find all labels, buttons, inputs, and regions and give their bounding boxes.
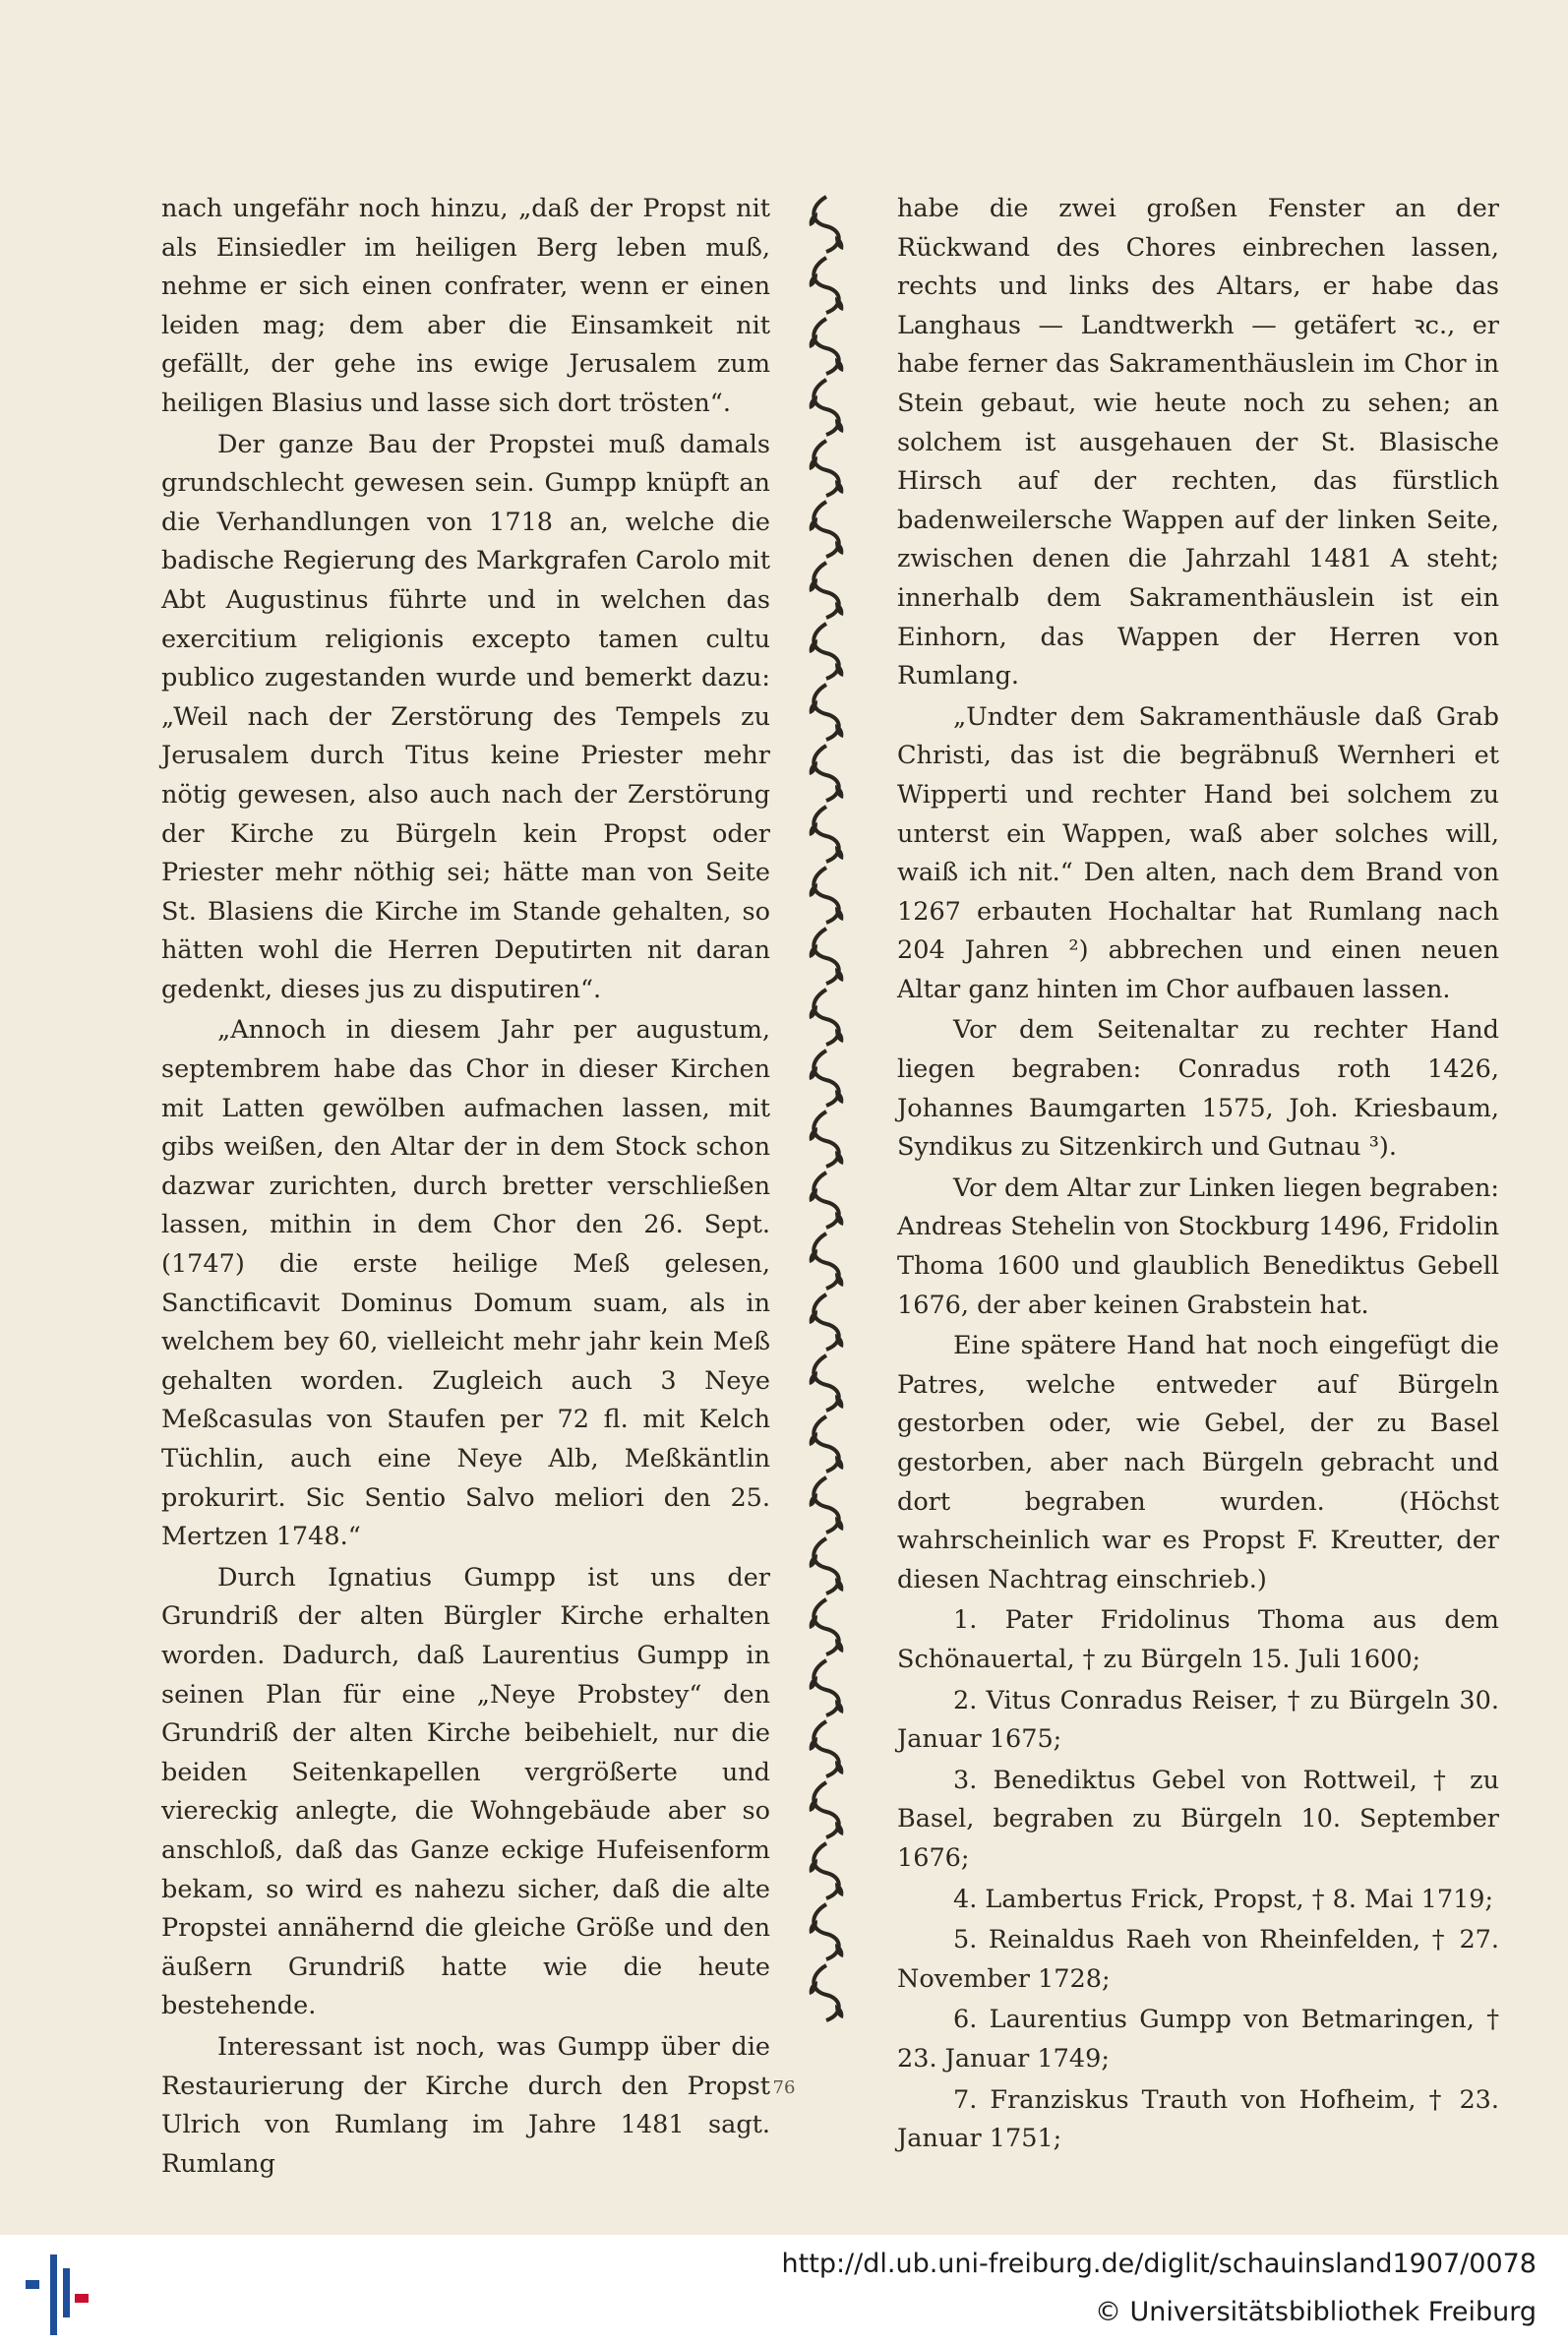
list-item: 5. Reinaldus Raeh von Rheinfelden, † 27. November 1728; [897, 1925, 1499, 1994]
ornament-motif [810, 1599, 844, 1654]
footer-copyright: © Universitätsbibliothek Freiburg [1094, 2297, 1537, 2327]
ornament-motif [810, 685, 844, 740]
ornament-motif [810, 380, 844, 435]
paragraph: nach ungefähr noch hinzu, „daß der Propst nit als Einsiedler im heiligen Berg leben muß, nehme er sich einen confrater, wenn er einen leiden mag; dem aber die Einsamkeit nit gefällt, der gehe ins ewige Jerusalem zum heiligen Blasius und lasse sich dort trösten“. [161, 194, 770, 418]
paragraph: „Undter dem Sakramenthäusle daß Grab Christi, das ist die begräbnuß Wernheri et Wipperti und rechter Hand bei solchem zu unterst ein Wappen, waß aber solches will, waiß ich nit.“ Den alten, nach dem Brand von 1267 erbauten Hochaltar hat Rumlang nach 204 Jahren ²) abbrechen und einen neuen Altar ganz hinten im Chor aufbauen lassen. [897, 701, 1499, 1004]
ornament-motif [810, 1051, 844, 1106]
ornament-motif [810, 1843, 844, 1898]
list-item: 3. Benediktus Gebel von Rottweil, † zu Basel, begraben zu Bürgeln 10. September 1676; [897, 1765, 1499, 1873]
ornament-motif [810, 1355, 844, 1411]
paragraph: Der ganze Bau der Propstei muß damals grundschlecht gewesen sein. Gumpp knüpft an die Verhandlungen von 1718 an, welche die badische Regierung des Markgrafen Carolo mit Abt Augustinus führte und in welchen das exercitium religionis excepto tamen cultu publico zugestanden wurde und bemerkt dazu: „Weil nach der Zerstörung des Tempels zu Jerusalem durch Titus keine Priester mehr nötig gewesen, also auch nach der Zerstörung der Kirche zu Bürgeln kein Propst oder Priester mehr nöthig sei; hätte man von Seite St. Blasiens die Kirche im Stande gehalten, so hätten wohl die Herren Deputirten nit daran gedenkt, dieses jus zu disputiren“. [161, 429, 770, 1004]
paragraph: Interessant ist noch, was Gumpp über die Restaurierung der Kirche durch den Propst Ulrich von Rumlang im Jahre 1481 sagt. Rumlang [161, 2031, 770, 2179]
list-item: 1. Pater Fridolinus Thoma aus dem Schönauertal, † zu Bürgeln 15. Juli 1600; [897, 1605, 1499, 1674]
left-text-column [161, 190, 770, 2184]
footer-url-link[interactable]: http://dl.ub.uni-freiburg.de/diglit/schauinsland1907/0078 [781, 2249, 1537, 2279]
ub-freiburg-logo-icon [18, 2247, 96, 2337]
paragraph: Durch Ignatius Gumpp ist uns der Grundriß der alten Bürgler Kirche erhalten worden. Dadurch, daß Laurentius Gumpp in seinen Plan für eine „Neye Probstey“ den Grundriß der alten Kirche beibehielt, nur die beiden Seitenkapellen vergrößerte und viereckig anlegte, die Wohngebäude aber so anschloß, daß das Ganze eckige Hufeisenform bekam, so wird es nahezu sicher, daß die alte Propstei annähernd die gleiche Größe und den äußern Grundriß hatte wie die heute bestehende. [161, 1562, 770, 2021]
ornament-motif [810, 868, 844, 923]
ornament-motif [810, 502, 844, 557]
ornament-motif [810, 807, 844, 862]
paragraph: Vor dem Altar zur Linken liegen begraben: Andreas Stehelin von Stockburg 1496, Fridolin Thoma 1600 und glaublich Benediktus Gebell 1676, der aber keinen Grabstein hat. [897, 1172, 1499, 1320]
footer-bar [0, 2235, 1568, 2345]
ornament-motif [810, 1660, 844, 1715]
ornament-motif [810, 1538, 844, 1593]
list-item: 2. Vitus Conradus Reiser, † zu Bürgeln 30. Januar 1675; [897, 1685, 1499, 1755]
ornament-motif [810, 1233, 844, 1289]
ornament-motif [810, 197, 844, 252]
ornament-motif [810, 1416, 844, 1472]
ornament-motif [810, 1477, 844, 1533]
paragraph: Eine spätere Hand hat noch eingefügt die Patres, welche entweder auf Bürgeln gestorben oder, wie Gebel, der zu Basel gestorben, aber nach Bürgeln gebracht und dort begraben wurden. (Höchst wahrscheinlich war es Propst F. Kreutter, der diesen Nachtrag einschrieb.) [897, 1331, 1499, 1594]
ornament-motif [810, 929, 844, 984]
ornament-motif [810, 1721, 844, 1776]
ornament-motif [810, 1294, 844, 1350]
ornament-motif [810, 441, 844, 496]
page-number: 76 [772, 2077, 796, 2098]
list-item: 7. Franziskus Trauth von Hofheim, † 23. Januar 1751; [897, 2084, 1499, 2154]
ornament-motif [810, 1782, 844, 1837]
right-text-column [897, 190, 1499, 2159]
ornament-motif [810, 319, 844, 374]
paragraph: Vor dem Seitenaltar zu rechter Hand liegen begraben: Conradus roth 1426, Johannes Baumgarten 1575, Joh. Kriesbaum, Syndikus zu Sitzenkirch und Gutnau ³). [897, 1015, 1499, 1163]
ornament-motif [810, 1965, 844, 2020]
vertical-floral-ornament-icon [802, 193, 851, 2022]
ornament-motif [810, 990, 844, 1045]
ornament-motif [810, 563, 844, 618]
list-item: 6. Laurentius Gumpp von Betmaringen, † 23. Januar 1749; [897, 2005, 1499, 2074]
paragraph: „Annoch in diesem Jahr per augustum, septembrem habe das Chor in dieser Kirchen mit Latten gewölben aufmachen lassen, mit gibs weißen, den Altar der in dem Stock schon dazwar zurichten, durch bretter verschließen lassen, mithin in dem Chor den 26. Sept. (1747) die erste heilige Meß gelesen, Sanctificavit Dominus Domum suam, als in welchem bey 60, vielleicht mehr jahr kein Meß gehalten worden. Zugleich auch 3 Neye Meßcasulas von Staufen per 72 fl. mit Kelch Tüchlin, auch eine Neye Alb, Meßkäntlin prokurirt. Sic Sentio Salvo meliori den 25. Mertzen 1748.“ [161, 1015, 770, 1552]
ornament-motif [810, 1172, 844, 1228]
ornament-motif [810, 1904, 844, 1959]
list-item: 4. Lambertus Frick, Propst, † 8. Mai 1719; [953, 1884, 1494, 1914]
paragraph: habe die zwei großen Fenster an der Rückwand des Chores einbrechen lassen, rechts und links des Altars, er habe das Langhaus — Landtwerkh — getäfert ꝛc., er habe ferner das Sakramenthäuslein im Chor in Stein gebaut, wie heute noch zu sehen; an solchem ist ausgehauen der St. Blasische Hirsch auf der rechten, das fürstlich badenweilersche Wappen auf der linken Seite, zwischen denen die Jahrzahl 1481 A steht; innerhalb dem Sakramenthäuslein ist ein Einhorn, das Wappen der Herren von Rumlang. [897, 194, 1499, 691]
ornament-motif [810, 1112, 844, 1167]
ornament-motif [810, 746, 844, 801]
ornament-motif [810, 624, 844, 679]
ornament-motif [810, 258, 844, 313]
